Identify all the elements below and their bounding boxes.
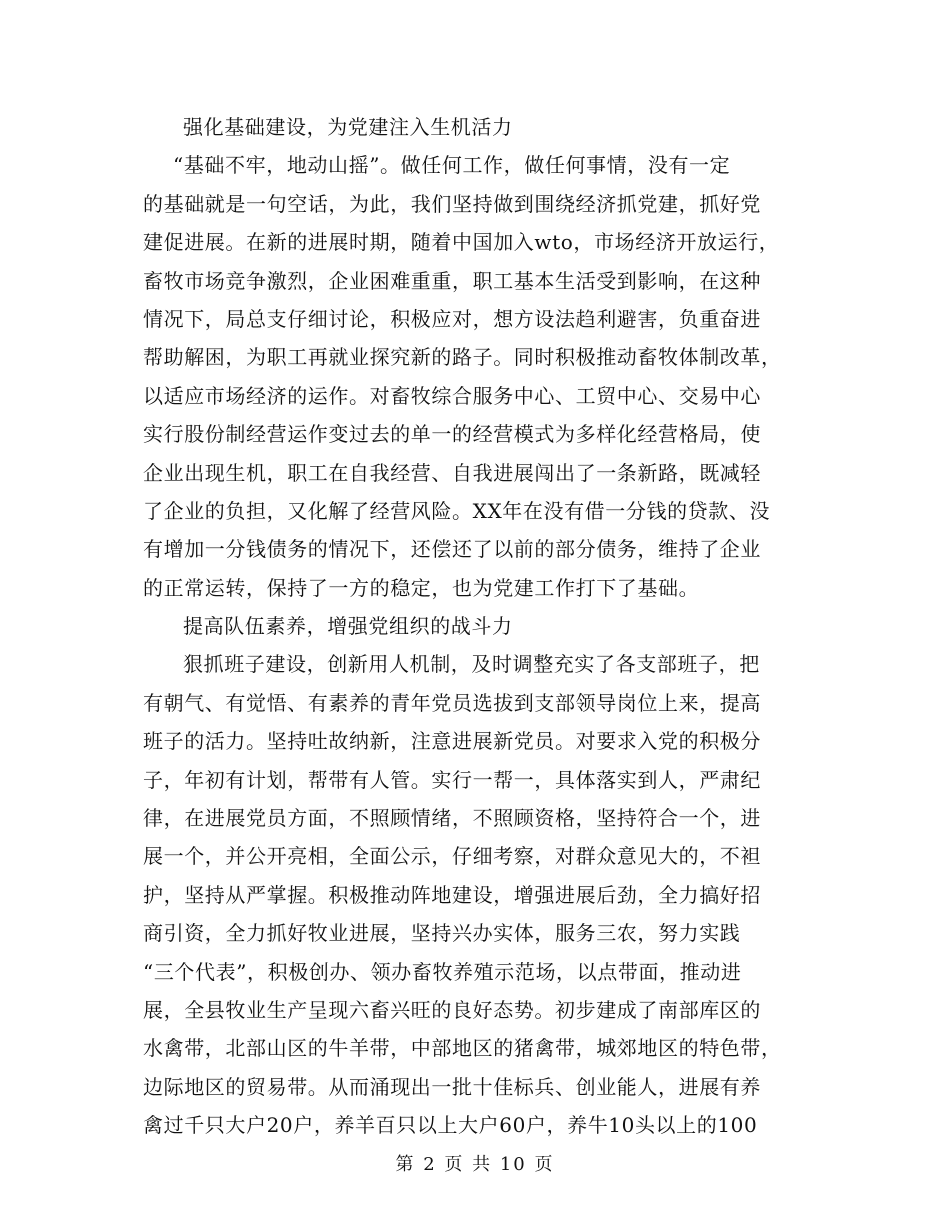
section-heading: 提高队伍素养，增强党组织的战斗力: [183, 614, 513, 639]
paragraph-line: 商引资，全力抓好牧业进展，坚持兴办实体，服务三农，努力实践: [143, 921, 741, 946]
paragraph-line: 展一个，并公开亮相，全面公示，仔细考察，对群众意见大的，不袒: [143, 844, 761, 869]
paragraph-line: 以适应市场经济的运作。对畜牧综合服务中心、工贸中心、交易中心: [143, 383, 761, 408]
paragraph-line: 子，年初有计划，帮带有人管。实行一帮一，具体落实到人，严肃纪: [143, 767, 761, 792]
paragraph-line: 边际地区的贸易带。从而涌现出一批十佳标兵、创业能人，进展有养: [143, 1074, 761, 1099]
document-body: [143, 108, 803, 1145]
paragraph-line: 的基础就是一句空话，为此，我们坚持做到围绕经济抓党建，抓好党: [143, 191, 761, 216]
paragraph-line: 有增加一分钱债务的情况下，还偿还了以前的部分债务，维持了企业: [143, 537, 761, 562]
paragraph-line: 建促进展。在新的进展时期，随着中国加入wto，市场经济开放运行，: [143, 230, 780, 255]
paragraph-line: 禽过千只大户20户，养羊百只以上大户60户，养牛10头以上的100: [143, 1113, 758, 1138]
paragraph-line: 展，全县牧业生产呈现六畜兴旺的良好态势。初步建成了南部库区的: [143, 997, 761, 1022]
paragraph-line: 实行股份制经营运作变过去的单一的经营模式为多样化经营格局，使: [143, 422, 761, 447]
paragraph-line: 班子的活力。坚持吐故纳新，注意进展新党员。对要求入党的积极分: [143, 729, 761, 754]
paragraph-line: 帮助解困，为职工再就业探究新的路子。同时积极推动畜牧体制改革，: [143, 345, 782, 370]
section-heading: 强化基础建设，为党建注入生机活力: [183, 115, 513, 139]
paragraph-line: 水禽带，北部山区的牛羊带，中部地区的猪禽带，城郊地区的特色带，: [143, 1036, 782, 1061]
paragraph-line: 律，在进展党员方面，不照顾情绪，不照顾资格，坚持符合一个，进: [143, 806, 761, 831]
paragraph-line: 情况下，局总支仔细讨论，积极应对，想方设法趋利避害，负重奋进: [143, 306, 761, 331]
paragraph-line: 护，坚持从严掌握。积极推动阵地建设，增强进展后劲，全力搞好招: [143, 882, 761, 907]
paragraph-line: 有朝气、有觉悟、有素养的青年党员选拔到支部领导岗位上来，提高: [143, 690, 761, 715]
paragraph-line: 的正常运转，保持了一方的稳定，也为党建工作打下了基础。: [143, 575, 700, 600]
paragraph-line: “基础不牢，地动山摇”。做任何工作，做任何事情，没有一定: [173, 153, 731, 178]
paragraph-line: 狠抓班子建设，创新用人机制，及时调整充实了各支部班子，把: [183, 652, 760, 677]
paragraph-line: “三个代表”，积极创办、领办畜牧养殖示范场，以点带面，推动进: [143, 959, 742, 984]
paragraph-line: 企业出现生机，职工在自我经营、自我进展闯出了一条新路，既减轻: [143, 460, 761, 485]
paragraph-line: 了企业的负担，又化解了经营风险。XX年在没有借一分钱的贷款、没: [143, 498, 771, 523]
page-number-footer: 第 2 页 共 10 页: [395, 1154, 555, 1175]
paragraph-line: 畜牧市场竞争激烈，企业困难重重，职工基本生活受到影响，在这种: [143, 268, 761, 293]
